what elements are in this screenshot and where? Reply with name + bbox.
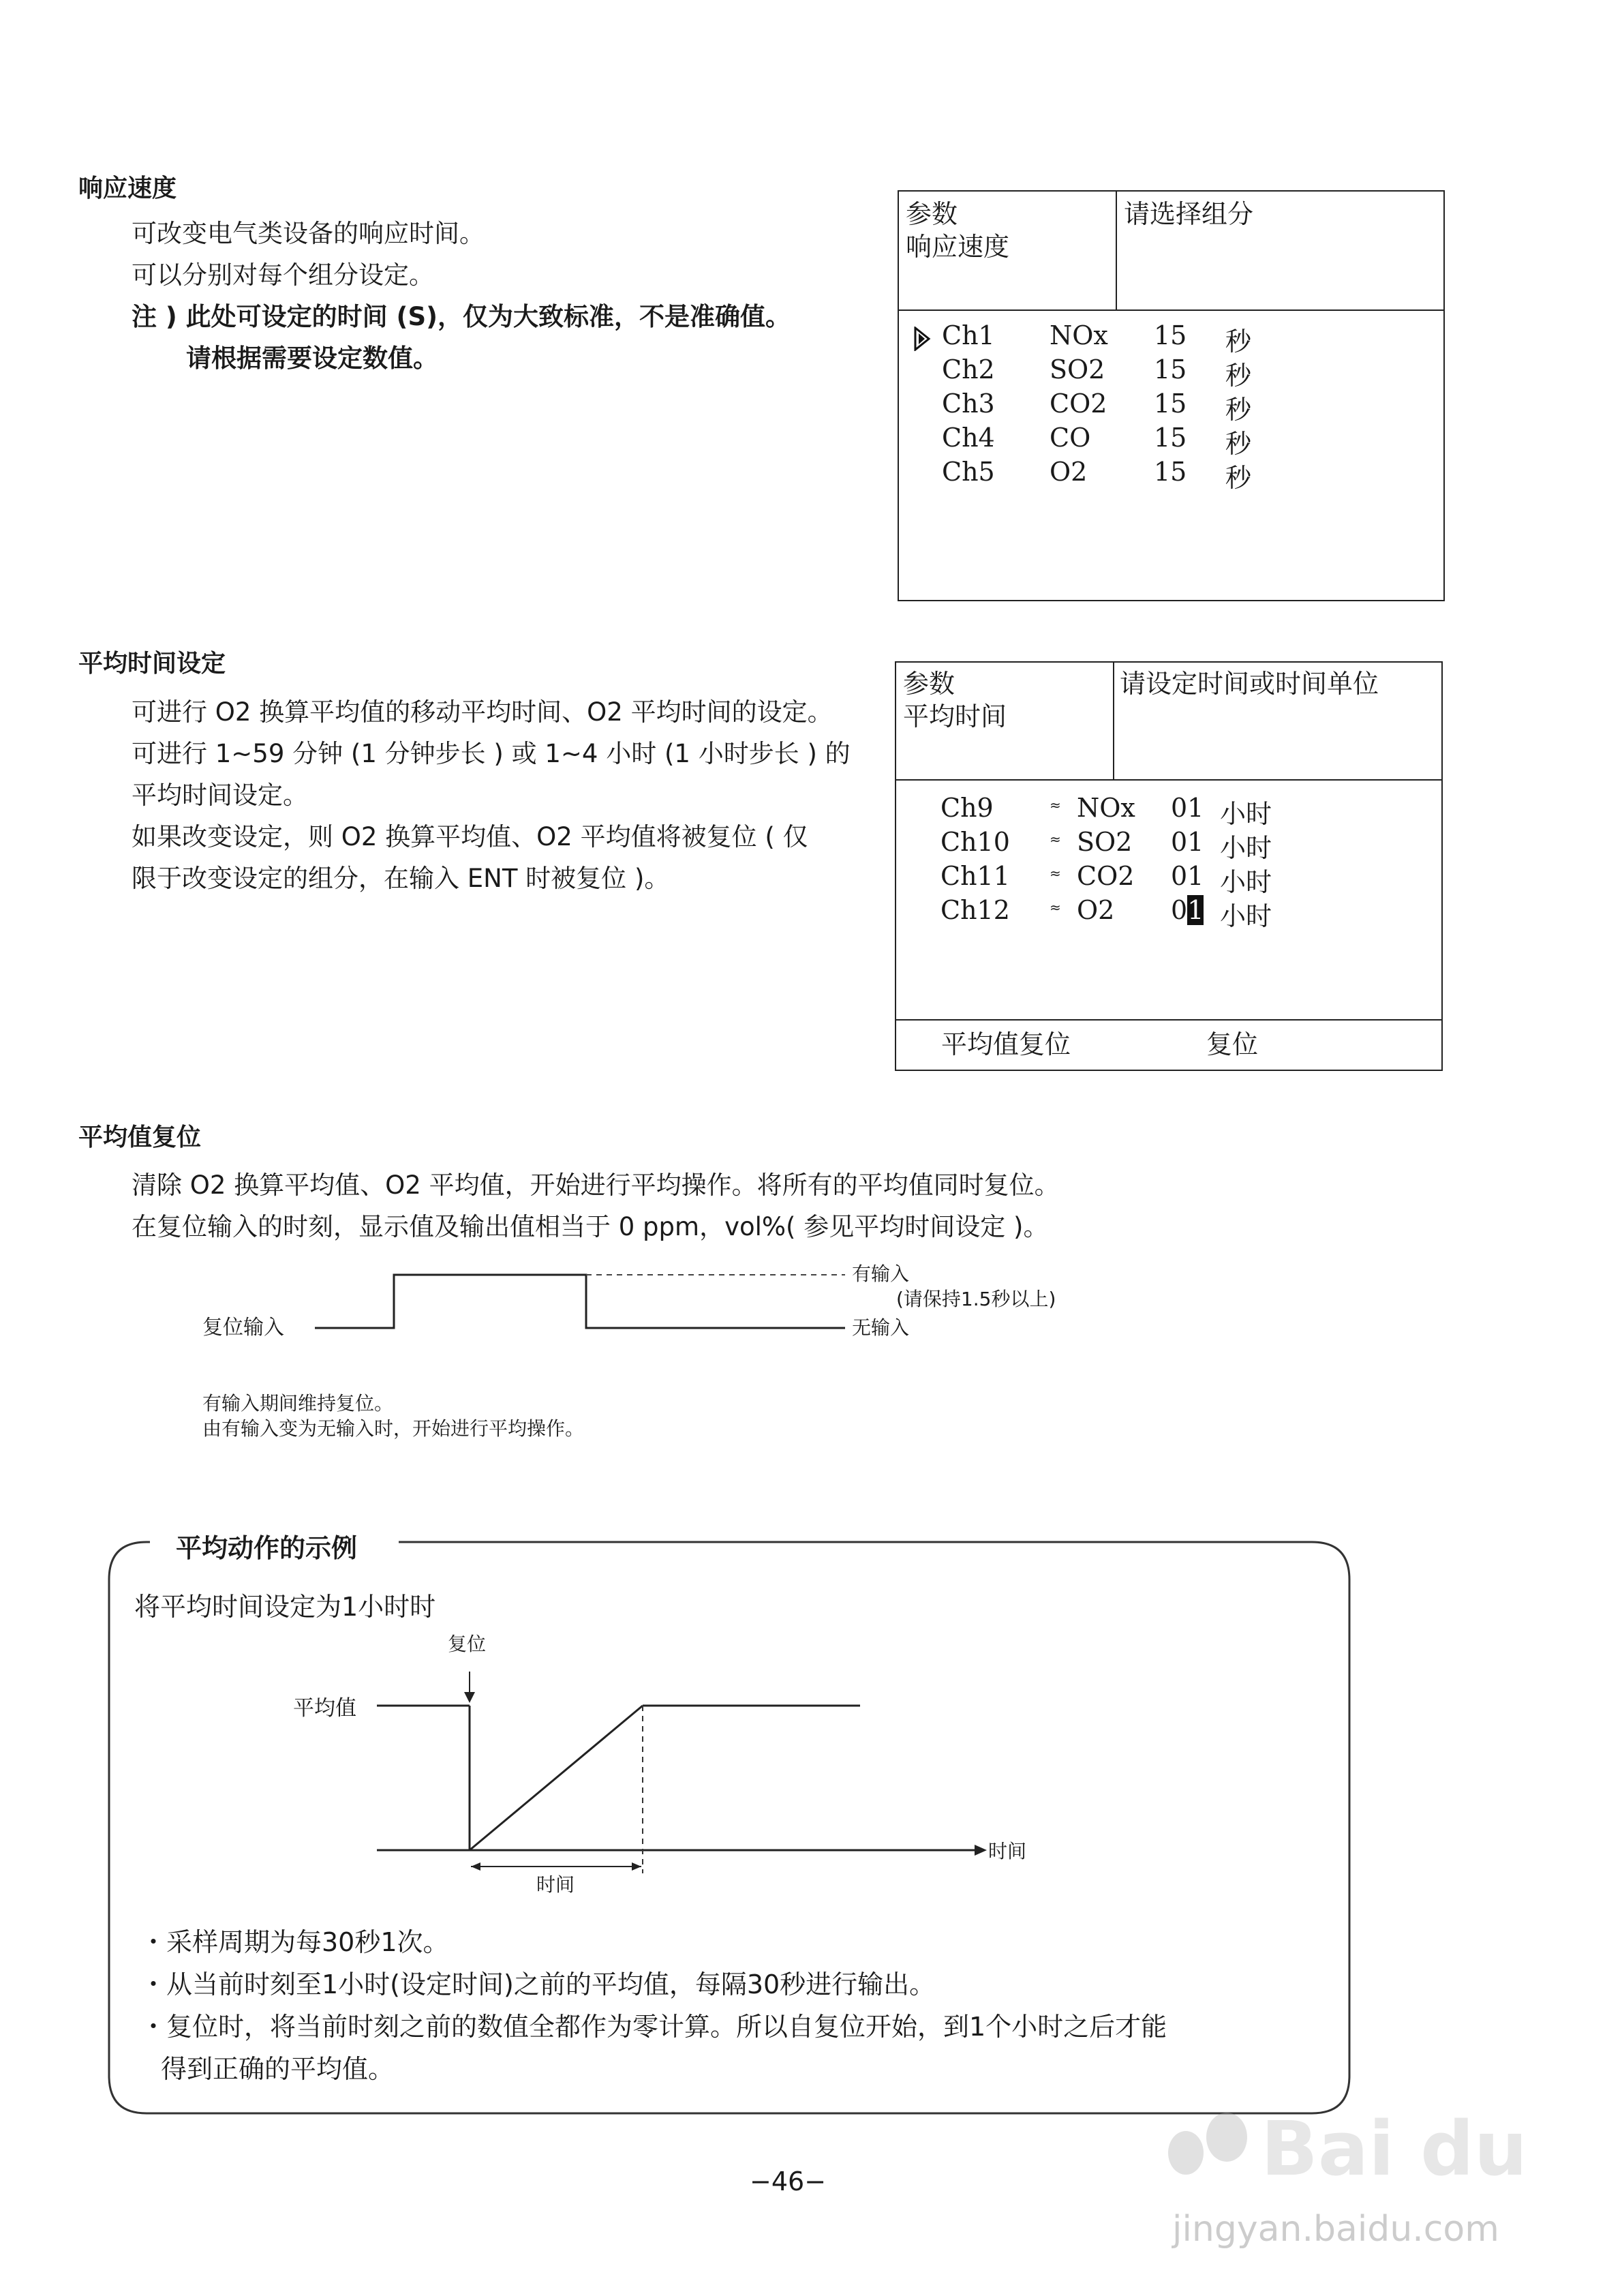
screen-row-gas: CO bbox=[1050, 423, 1091, 453]
screen-row-value[interactable]: 01 bbox=[1171, 793, 1204, 823]
paragraph-line: 可以分别对每个组分设定。 bbox=[132, 260, 434, 290]
graph-time-axis-label: 时间 bbox=[988, 1840, 1027, 1862]
screen-header-label: 响应速度 bbox=[906, 232, 1010, 262]
converted-flag-icon: ≈ bbox=[1050, 865, 1061, 881]
divider bbox=[1113, 663, 1114, 779]
screen-prompt: 请设定时间或时间单位 bbox=[1120, 669, 1379, 699]
screen-row-channel[interactable]: Ch1 bbox=[942, 320, 995, 350]
screen-row-unit: 小时 bbox=[1220, 867, 1272, 897]
screen-row-value[interactable]: 01 bbox=[1171, 895, 1204, 925]
converted-flag-icon: ≈ bbox=[1050, 899, 1061, 916]
graph-avg-label: 平均值 bbox=[293, 1696, 356, 1721]
paragraph-line: 限于改变设定的组分，在输入 ENT 时被复位 )。 bbox=[132, 864, 670, 893]
screen-row-unit: 秒 bbox=[1225, 327, 1252, 357]
screen-row-gas: SO2 bbox=[1050, 354, 1105, 384]
screen-row-gas: NOx bbox=[1050, 320, 1108, 350]
paragraph-line: 可改变电气类设备的响应时间。 bbox=[132, 219, 485, 248]
averaging-graph bbox=[273, 1629, 1022, 1902]
cursor-arrow-icon bbox=[914, 327, 932, 351]
divider bbox=[1116, 192, 1117, 309]
screen-row-unit: 秒 bbox=[1225, 395, 1252, 425]
screen-row-gas: CO2 bbox=[1077, 861, 1135, 891]
edit-cursor[interactable]: 1 bbox=[1187, 895, 1204, 925]
example-title: 平均动作的示例 bbox=[176, 1533, 358, 1563]
screen-row-gas: O2 bbox=[1050, 457, 1088, 487]
watermark-url: jingyan.baidu.com bbox=[1172, 2209, 1499, 2250]
screen-row-unit: 小时 bbox=[1220, 833, 1272, 863]
converted-flag-icon: ≈ bbox=[1050, 797, 1061, 813]
screen-footer-left: 平均值复位 bbox=[941, 1029, 1071, 1059]
screen-row-unit: 小时 bbox=[1220, 901, 1272, 931]
screen-row-channel: Ch11 bbox=[940, 861, 1010, 891]
diagram-note: 有输入期间维持复位。 bbox=[202, 1392, 394, 1415]
screen-row-gas: NOx bbox=[1077, 793, 1135, 823]
paragraph-line: 平均时间设定。 bbox=[132, 781, 308, 810]
diagram-off-label: 无输入 bbox=[852, 1316, 910, 1339]
converted-flag-icon: ≈ bbox=[1050, 831, 1061, 847]
note-line: 请根据需要设定数值。 bbox=[186, 344, 438, 373]
screen-row-channel[interactable]: Ch2 bbox=[942, 354, 995, 384]
section-title-average-time: 平均时间设定 bbox=[78, 650, 226, 678]
screen-row-gas: SO2 bbox=[1077, 827, 1133, 857]
screen-row-value: 15 bbox=[1154, 354, 1187, 384]
screen-row-unit: 小时 bbox=[1220, 799, 1272, 829]
divider bbox=[896, 1019, 1441, 1021]
example-intro: 将平均时间设定为1小时时 bbox=[134, 1592, 436, 1622]
diagram-on-label: 有输入 bbox=[852, 1263, 910, 1285]
screen-prompt: 请选择组分 bbox=[1124, 199, 1254, 229]
diagram-on-note: (请保持1.5秒以上) bbox=[896, 1288, 1056, 1310]
screen-row-value[interactable]: 01 bbox=[1171, 827, 1204, 857]
bullet-line: ・从当前时刻至1小时(设定时间)之前的平均值，每隔30秒进行输出。 bbox=[140, 1969, 936, 1999]
section-title-response-speed: 响应速度 bbox=[78, 175, 177, 202]
baidu-watermark bbox=[1159, 2100, 1540, 2202]
screen-row-channel: Ch9 bbox=[940, 793, 994, 823]
diagram-note: 由有输入变为无输入时，开始进行平均操作。 bbox=[202, 1417, 585, 1440]
graph-reset-label: 复位 bbox=[448, 1633, 487, 1655]
section-title-average-reset: 平均值复位 bbox=[78, 1123, 202, 1151]
screen-row-value: 15 bbox=[1154, 320, 1187, 350]
screen-header-label: 参数 bbox=[903, 669, 955, 699]
screen-row-gas: CO2 bbox=[1050, 389, 1107, 419]
paragraph-line: 可进行 O2 换算平均值的移动平均时间、O2 平均时间的设定。 bbox=[132, 697, 833, 727]
paragraph-line: 在复位输入的时刻，显示值及输出值相当于 0 ppm，vol%( 参见平均时间设定 )。 bbox=[132, 1212, 1049, 1241]
screen-header-label: 平均时间 bbox=[903, 701, 1007, 731]
paragraph-line: 可进行 1~59 分钟 (1 分钟步长 ) 或 1~4 小时 (1 小时步长 ) 的 bbox=[132, 739, 851, 768]
bullet-line: ・采样周期为每30秒1次。 bbox=[140, 1927, 449, 1957]
screen-row-unit: 秒 bbox=[1225, 429, 1252, 459]
screen-row-channel: Ch12 bbox=[940, 895, 1010, 925]
paragraph-line: 清除 O2 换算平均值、O2 平均值，开始进行平均操作。将所有的平均值同时复位。 bbox=[132, 1170, 1060, 1200]
screen-row-unit: 秒 bbox=[1225, 463, 1252, 493]
diagram-input-label: 复位输入 bbox=[202, 1316, 284, 1340]
screen-row-channel[interactable]: Ch5 bbox=[942, 457, 995, 487]
screen-row-channel[interactable]: Ch4 bbox=[942, 423, 995, 453]
screen-row-gas: O2 bbox=[1077, 895, 1115, 925]
screen-header-label: 参数 bbox=[906, 199, 958, 229]
paragraph-line: 如果改变设定，则 O2 换算平均值、O2 平均值将被复位 ( 仅 bbox=[132, 822, 808, 851]
screen-row-value: 15 bbox=[1154, 423, 1187, 453]
bullet-line: ・复位时，将当前时刻之前的数值全都作为零计算。所以自复位开始，到1个小时之后才能 bbox=[140, 2012, 1167, 2042]
screen-row-value: 15 bbox=[1154, 389, 1187, 419]
screen-row-value[interactable]: 01 bbox=[1171, 861, 1204, 891]
divider bbox=[896, 779, 1441, 781]
screen-row-unit: 秒 bbox=[1225, 361, 1252, 391]
screen-footer-right: 复位 bbox=[1206, 1029, 1259, 1059]
note-line: 注 ) 此处可设定的时间 (S)，仅为大致标准，不是准确值。 bbox=[132, 302, 791, 331]
divider bbox=[899, 309, 1443, 311]
screen-row-channel: Ch10 bbox=[940, 827, 1010, 857]
page-number: −46− bbox=[750, 2166, 827, 2196]
screen-row-channel[interactable]: Ch3 bbox=[942, 389, 995, 419]
screen-row-value: 15 bbox=[1154, 457, 1187, 487]
svg-text:Bai du: Bai du bbox=[1261, 2105, 1528, 2192]
bullet-line: 得到正确的平均值。 bbox=[161, 2054, 395, 2084]
baidu-paw-icon bbox=[1159, 2100, 1540, 2202]
graph-interval-label: 时间 bbox=[536, 1873, 575, 1896]
